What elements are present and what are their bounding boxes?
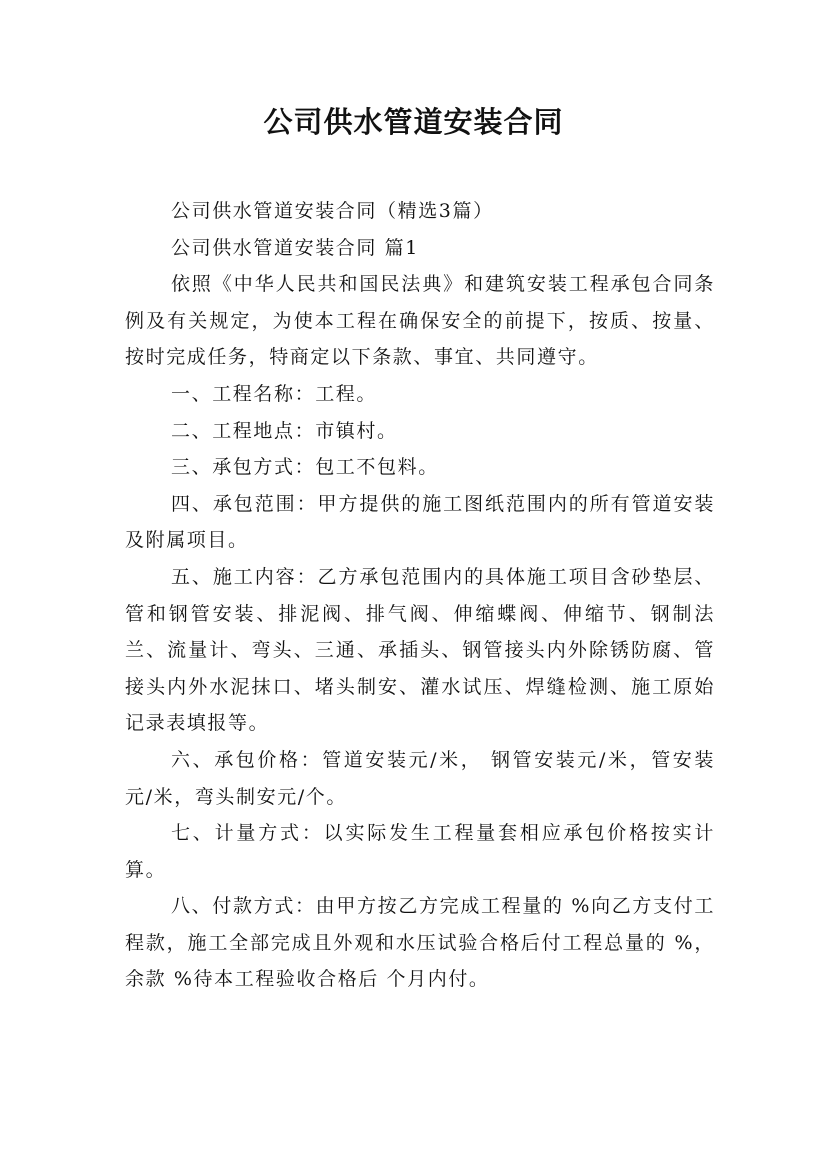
paragraph-contract-scope: 四、承包范围：甲方提供的施工图纸范围内的所有管道安装及附属项目。 <box>125 492 715 552</box>
paragraph-contract-method: 三、承包方式：包工不包料。 <box>171 456 439 479</box>
paragraph-project-location: 二、工程地点：市镇村。 <box>171 419 398 442</box>
document-body <box>125 193 715 998</box>
paragraph-subtitle: 公司供水管道安装合同（精选3篇） <box>171 200 494 222</box>
paragraph-payment-method: 八、付款方式：由甲方按乙方完成工程量的 %向乙方支付工程款，施工全部完成且外观和水压试验合格后付工程总量的 %，余款 %待本工程验收合格后 个月内付。 <box>125 895 715 991</box>
paragraph-section-heading: 公司供水管道安装合同 篇1 <box>171 236 419 259</box>
paragraph-preamble: 依照《中华人民共和国民法典》和建筑安装工程承包合同条例及有关规定，为使本工程在确保安全的前提下，按质、按量、按时完成任务，特商定以下条款、事宜、共同遵守。 <box>125 273 715 369</box>
paragraph-contract-price: 六、承包价格：管道安装元/米， 钢管安装元/米，管安装元/米，弯头制安元/个。 <box>125 748 715 808</box>
paragraph-project-name: 一、工程名称：工程。 <box>171 382 378 405</box>
paragraph-measurement-method: 七、计量方式：以实际发生工程量套相应承包价格按实计算。 <box>125 822 715 881</box>
document-title: 公司供水管道安装合同 <box>263 105 564 139</box>
paragraph-construction-content: 五、施工内容：乙方承包范围内的具体施工项目含砂垫层、管和钢管安装、排泥阀、排气阀、伸缩蝶阀、伸缩节、钢制法兰、流量计、弯头、三通、承插头、钢管接头内外除锈防腐、管接头内外水泥抹口、堵头制安、灌水试压、焊缝检测、施工原始记录表填报等。 <box>125 565 715 735</box>
